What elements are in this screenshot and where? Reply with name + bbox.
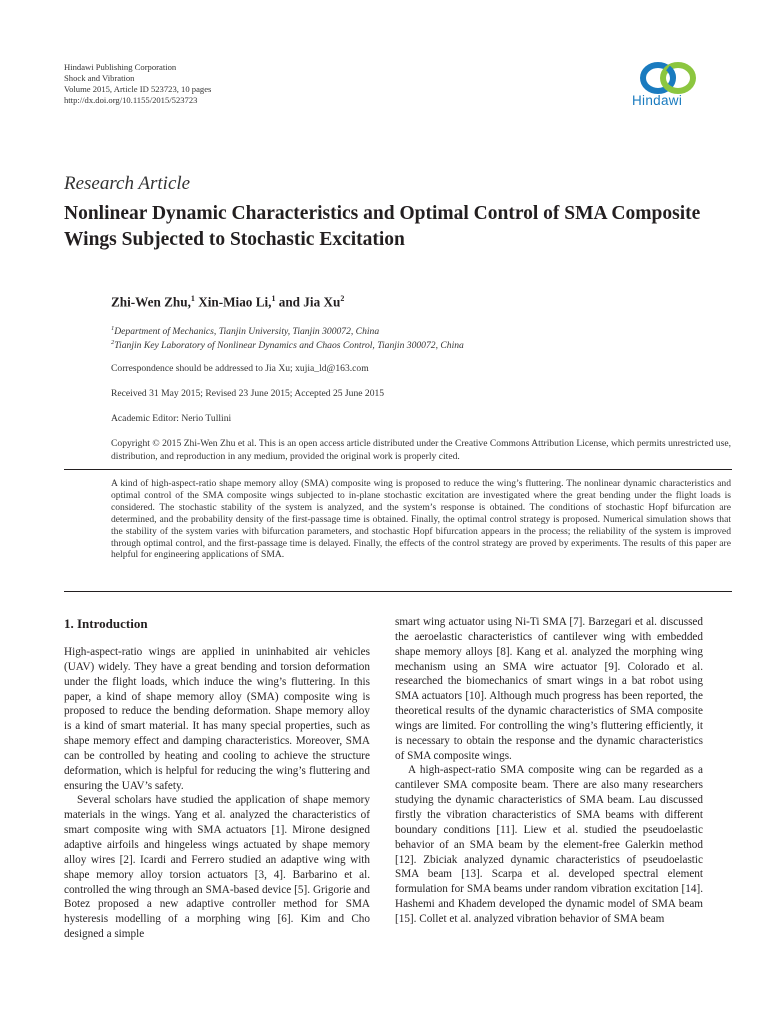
correspondence: Correspondence should be addressed to Jia Xu; xujia_ld@163.com bbox=[111, 363, 369, 374]
body-column-left bbox=[64, 645, 370, 942]
affil-text: Department of Mechanics, Tianjin University, Tianjin 300072, China bbox=[114, 326, 380, 338]
author-name: Zhi-Wen Zhu, bbox=[111, 294, 191, 310]
publisher-name: Hindawi Publishing Corporation bbox=[64, 62, 177, 72]
body-paragraph: smart wing actuator using Ni-Ti SMA [7]. Barzegari et al. discussed the aeroelastic characteristics of cantilever wing with embedded shape memory alloys [8]. Kang et al. analyzed the morphing wing mechanism using an SMA wire actuator [9]. Colorado et al. researched the biomechanics of smart wings in a bat robot using SMA actuators [10]. Although much progress has been reported, the theoretical results of the dynamic characteristics of SMA composite wings are limited. For controlling the wing’s fluttering efficiently, it is necessary to obtain the response and the dynamic characteristics of SMA composite wings. bbox=[395, 616, 703, 762]
author-affil-sup: 1 bbox=[271, 294, 276, 303]
abstract-bottom-rule bbox=[64, 591, 732, 592]
doi-link[interactable]: http://dx.doi.org/10.1155/2015/523723 bbox=[64, 95, 198, 105]
author-name: and Jia Xu bbox=[275, 294, 341, 310]
publication-dates: Received 31 May 2015; Revised 23 June 2015; Accepted 25 June 2015 bbox=[111, 388, 385, 399]
article-title: Nonlinear Dynamic Characteristics and Optimal Control of SMA Composite Wings Subjected to Stochastic Excitation bbox=[64, 203, 701, 250]
copyright-notice: Copyright © 2015 Zhi-Wen Zhu et al. This is an open access article distributed under the Creative Commons Attribution License, which permits unrestricted use, distribution, and reproduction in any medium, provided the original work is properly cited. bbox=[111, 438, 731, 462]
body-paragraph: Several scholars have studied the application of shape memory materials in the wings. Yang et al. analyzed the characteristics of smart composite wing with SMA actuators [1]. Mirone designed adaptive airfoils and hingeless wings actuated by shape memory alloy wires [2]. Icardi and Ferrero studied an adaptive wing with shape memory alloy torsion actuators [3, 4]. Barbarino et al. controlled the wing through an SMA-based device [5]. Grigorie and Botez proposed a new adaptive controller method for SMA hysteresis modelling of a morphing wing [6]. Kim and Cho designed a simple bbox=[64, 794, 370, 941]
journal-header bbox=[64, 62, 211, 106]
body-paragraph: High-aspect-ratio wings are applied in uninhabited air vehicles (UAV) widely. They have a great bending and torsion deformation under the flight loads, which induce the wing’s fluttering. In this paper, a kind of shape memory alloy (SMA) composite wing is proposed to reduce the bending deformation. Shape memory alloy is a kind of smart material. It has many special properties, such as shape memory effect and damping characteristics. Moreover, SMA can be controlled by heating and cooling to achieve the structure deformation, which is helpful for reducing the wing’s fluttering and ensuring the UAV’s safety. bbox=[64, 646, 370, 792]
article-type: Research Article bbox=[64, 173, 191, 194]
author-affil-sup: 1 bbox=[190, 294, 195, 303]
academic-editor: Academic Editor: Nerio Tullini bbox=[111, 413, 232, 424]
affil-text: Tianjin Key Laboratory of Nonlinear Dynamics and Chaos Control, Tianjin 300072, China bbox=[114, 340, 464, 352]
author-affil-sup: 2 bbox=[340, 294, 345, 303]
hindawi-logo-text: Hindawi bbox=[632, 93, 683, 108]
abstract: A kind of high-aspect-ratio shape memory alloy (SMA) composite wing is proposed to reduce the wing’s fluttering. The nonlinear dynamic characteristics and optimal control of the SMA composite wings subjected to in-plane stochastic excitation are investigated where the great bending under the flight loads is considered. The stochastic stability of the system is analyzed, and the system’s response is obtained. The conditions of stochastic Hopf bifurcation are determined, and the probability density of the first-passage time is obtained. Finally, the optimal control strategy is proposed. Numerical simulation shows that the stability of the system varies with bifurcation parameters, and stochastic Hopf bifurcation appears in the process; the reliability of the system is improved through optimal control, and the first-passage time is delayed. Finally, the effects of the control strategy are proved by experiments. The results of this paper are helpful for engineering applications of SMA. bbox=[111, 478, 731, 561]
author-name: Xin-Miao Li, bbox=[194, 294, 272, 310]
affiliation-1 bbox=[111, 325, 379, 337]
body-paragraph: A high-aspect-ratio SMA composite wing can be regarded as a cantilever SMA composite beam. There are also many researchers studying the dynamic characteristics of SMA beam. Lau discussed firstly the vibration characteristics of SMA beams with different boundary conditions [11]. Liew et al. studied the pseudoelastic behavior of an SMA beam by the element-free Galerkin method [12]. Zbiciak analyzed dynamic characteristics of pseudoelastic SMA beam [13]. Scarpa et al. developed spectral element formulation for SMA beams under random vibration excitation [14]. Hashemi and Khadem developed the dynamic model of SMA beam [15]. Collet et al. analyzed vibration behavior of SMA beam bbox=[395, 764, 703, 925]
abstract-top-rule bbox=[64, 469, 732, 470]
affil-number: 1 bbox=[111, 325, 115, 332]
body-column-right bbox=[395, 615, 703, 927]
journal-name: Shock and Vibration bbox=[64, 73, 135, 83]
author-list bbox=[111, 294, 344, 310]
section-heading: 1. Introduction bbox=[64, 616, 148, 631]
affiliation-2 bbox=[111, 339, 464, 351]
affil-number: 2 bbox=[111, 339, 115, 346]
volume-info: Volume 2015, Article ID 523723, 10 pages bbox=[64, 84, 212, 94]
